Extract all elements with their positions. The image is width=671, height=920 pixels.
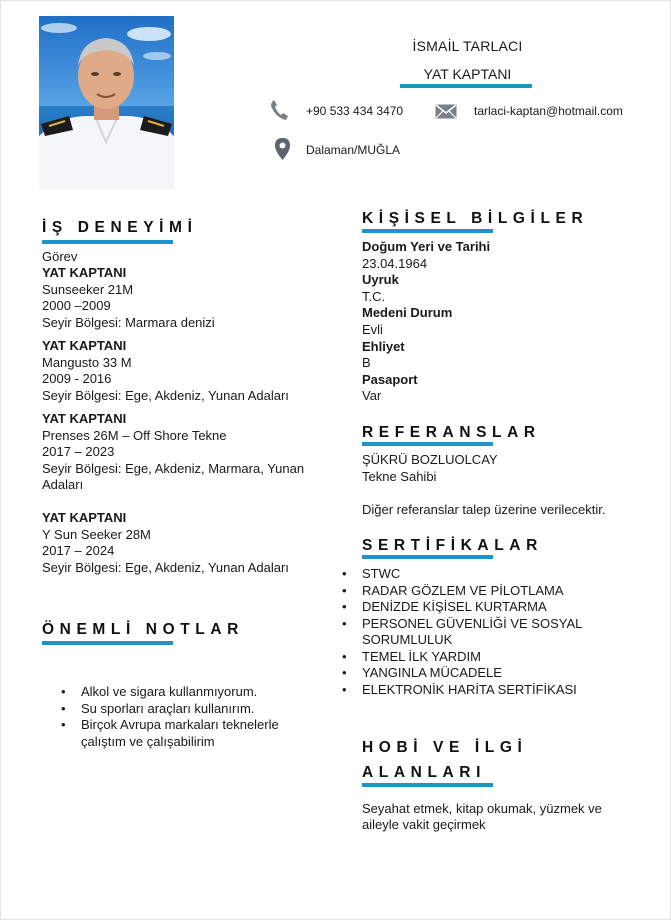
hobbies-heading-cont: ALANLARI <box>362 764 487 781</box>
list-item: • TEMEL İLK YARDIM <box>362 649 602 666</box>
personal-underline <box>362 229 493 233</box>
notes-underline <box>42 641 173 645</box>
experience-region: Seyir Bölgesi: Ege, Akdeniz, Yunan Adaları <box>42 559 289 575</box>
certificates-heading: SERTİFİKALAR <box>362 537 543 554</box>
experience-underline <box>42 240 173 244</box>
mail-icon <box>434 102 458 120</box>
hobbies-text: Seyahat etmek, kitap okumak, yüzmek ve <box>362 801 602 816</box>
phone-icon <box>268 98 290 122</box>
experience-vessel: Sunseeker 21M <box>42 281 134 297</box>
experience-period: 2000 –2009 <box>42 298 111 314</box>
profile-photo <box>39 16 174 189</box>
title-underline <box>400 84 532 88</box>
notes-list <box>81 684 296 750</box>
list-item: • STWC <box>362 566 602 583</box>
experience-item <box>42 411 304 494</box>
hobbies-heading: HOBİ VE İLGİ <box>362 739 528 756</box>
references-note: Diğer referanslar talep üzerine verilecektir. <box>362 502 606 517</box>
personal-heading: KİŞİSEL BİLGİLER <box>362 210 589 227</box>
experience-vessel: Mangusto 33 M <box>42 354 132 370</box>
experience-role: YAT KAPTANI <box>42 510 127 525</box>
experience-item <box>42 265 215 331</box>
experience-role-label: Görev <box>42 249 78 264</box>
list-item: • Su sporları araçları kullanırım. <box>81 701 296 718</box>
references-underline <box>362 442 493 446</box>
location-pin-icon <box>273 137 291 161</box>
field-value: Evli <box>362 321 383 337</box>
reference-name: ŞÜKRÜ BOZLUOLCAY <box>362 452 498 467</box>
location: Dalaman/MUĞLA <box>306 143 401 157</box>
certificates-list <box>362 566 602 698</box>
experience-vessel: Prenses 26M – Off Shore Tekne <box>42 427 227 443</box>
field-value: Var <box>362 388 382 404</box>
notes-heading: ÖNEMLİ NOTLAR <box>42 621 244 638</box>
email-address[interactable]: tarlaci-kaptan@hotmail.com <box>474 104 623 118</box>
field-label: Uyruk <box>362 272 399 288</box>
experience-role: YAT KAPTANI <box>42 338 127 353</box>
experience-region-cont: Adaları <box>42 477 84 493</box>
experience-vessel: Y Sun Seeker 28M <box>42 526 151 542</box>
references-heading: REFERANSLAR <box>362 424 541 441</box>
job-title: YAT KAPTANI <box>423 66 512 82</box>
person-name: İSMAİL TARLACI <box>412 38 523 54</box>
hobbies-text-cont: aileyle vakit geçirmek <box>362 817 486 832</box>
experience-region: Seyir Bölgesi: Ege, Akdeniz, Marmara, Yunan <box>42 460 305 476</box>
field-value: B <box>362 355 371 371</box>
field-value: T.C. <box>362 288 386 304</box>
experience-role: YAT KAPTANI <box>42 265 127 280</box>
list-item: • RADAR GÖZLEM VE PİLOTLAMA <box>362 583 602 600</box>
field-label: Doğum Yeri ve Tarihi <box>362 239 491 254</box>
field-label: Medeni Durum <box>362 305 453 321</box>
list-item: • Birçok Avrupa markaları teknelerle çalıştım ve çalışabilirim <box>81 717 296 750</box>
experience-period: 2017 – 2023 <box>42 444 115 460</box>
phone-number[interactable]: +90 533 434 3470 <box>306 104 404 118</box>
list-item: • Alkol ve sigara kullanmıyorum. <box>81 684 296 701</box>
experience-period: 2009 - 2016 <box>42 371 112 387</box>
field-label: Ehliyet <box>362 338 405 354</box>
experience-item <box>42 338 289 404</box>
experience-period: 2017 – 2024 <box>42 543 115 559</box>
list-item: • ELEKTRONİK HARİTA SERTİFİKASI <box>362 682 602 699</box>
experience-region: Seyir Bölgesi: Marmara denizi <box>42 314 215 330</box>
experience-heading: İŞ DENEYİMİ <box>42 219 198 236</box>
experience-item <box>42 510 289 576</box>
experience-role: YAT KAPTANI <box>42 411 127 426</box>
personal-fields <box>362 239 490 405</box>
list-item: • DENİZDE KİŞİSEL KURTARMA <box>362 599 602 616</box>
list-item: • PERSONEL GÜVENLİĞİ VE SOSYAL SORUMLULUK <box>362 616 602 649</box>
field-value: 23.04.1964 <box>362 255 428 271</box>
reference-role: Tekne Sahibi <box>362 469 437 484</box>
list-item: • YANGINLA MÜCADELE <box>362 665 602 682</box>
hobbies-underline <box>362 783 493 787</box>
field-label: Pasaport <box>362 371 418 387</box>
experience-region: Seyir Bölgesi: Ege, Akdeniz, Yunan Adaları <box>42 387 289 403</box>
certificates-underline <box>362 555 493 559</box>
